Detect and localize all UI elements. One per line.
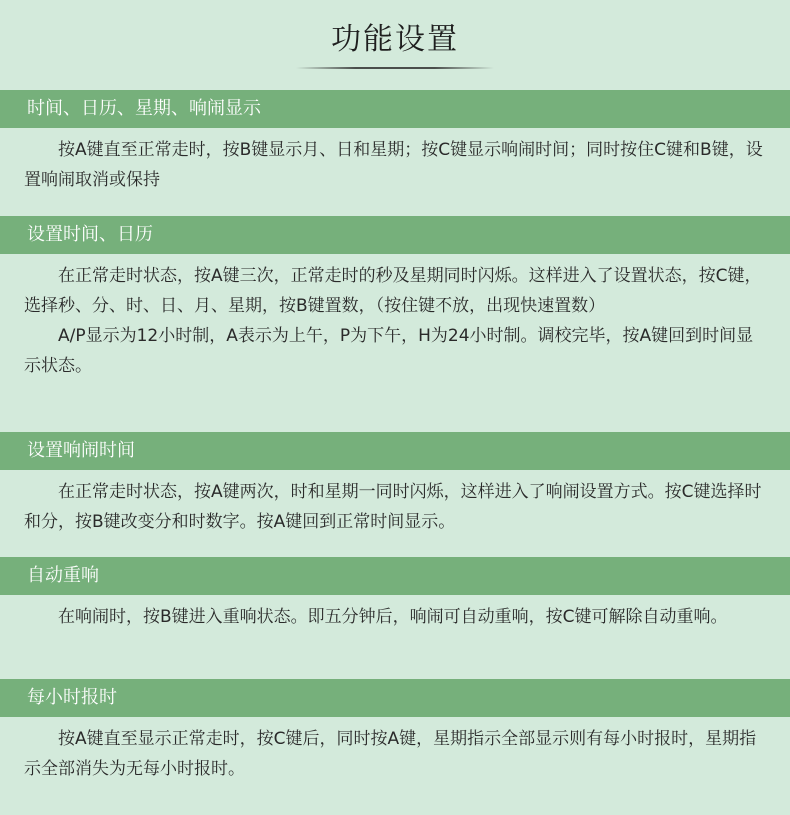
- section-paragraph: 按A键直至显示正常走时，按C键后，同时按A键，星期指示全部显示则有每小时报时，星期指示全部消失为无每小时报时。: [24, 729, 757, 779]
- section-body: [0, 128, 790, 195]
- section-paragraph: 在正常走时状态，按A键两次，时和星期一同时闪烁，这样进入了响闹设置方式。按C键选择时和分，按B键改变分和时数字。按A键回到正常时间显示。: [24, 482, 762, 532]
- section-hourly-chime: [0, 679, 790, 784]
- section-paragraph: 在响闹时，按B键进入重响状态。即五分钟后，响闹可自动重响，按C键可解除自动重响。: [58, 607, 728, 627]
- title-underline: [296, 67, 494, 69]
- page-title: 功能设置: [331, 22, 459, 57]
- section-body: [0, 470, 790, 537]
- section-paragraph: A/P显示为12小时制，A表示为上午，P为下午，H为24小时制。调校完毕，按A键回到时间显示状态。: [24, 326, 754, 376]
- section-body: [0, 717, 790, 784]
- section-heading: 每小时报时: [0, 679, 790, 717]
- section-set-alarm: [0, 432, 790, 537]
- page-header: [0, 0, 790, 88]
- section-snooze: [0, 557, 790, 632]
- section-heading: 时间、日历、星期、响闹显示: [0, 90, 790, 128]
- section-body: [0, 595, 790, 632]
- section-heading: 自动重响: [0, 557, 790, 595]
- section-body: [0, 254, 790, 381]
- section-display: [0, 90, 790, 195]
- section-set-time-calendar: [0, 216, 790, 381]
- section-heading: 设置响闹时间: [0, 432, 790, 470]
- section-paragraph: 按A键直至正常走时，按B键显示月、日和星期；按C键显示响闹时间；同时按住C键和B键，设置响闹取消或保持: [24, 140, 763, 190]
- section-heading: 设置时间、日历: [0, 216, 790, 254]
- section-paragraph: 在正常走时状态，按A键三次，正常走时的秒及星期同时闪烁。这样进入了设置状态，按C键，选择秒、分、时、日、月、星期，按B键置数，（按住键不放，出现快速置数）: [24, 266, 762, 316]
